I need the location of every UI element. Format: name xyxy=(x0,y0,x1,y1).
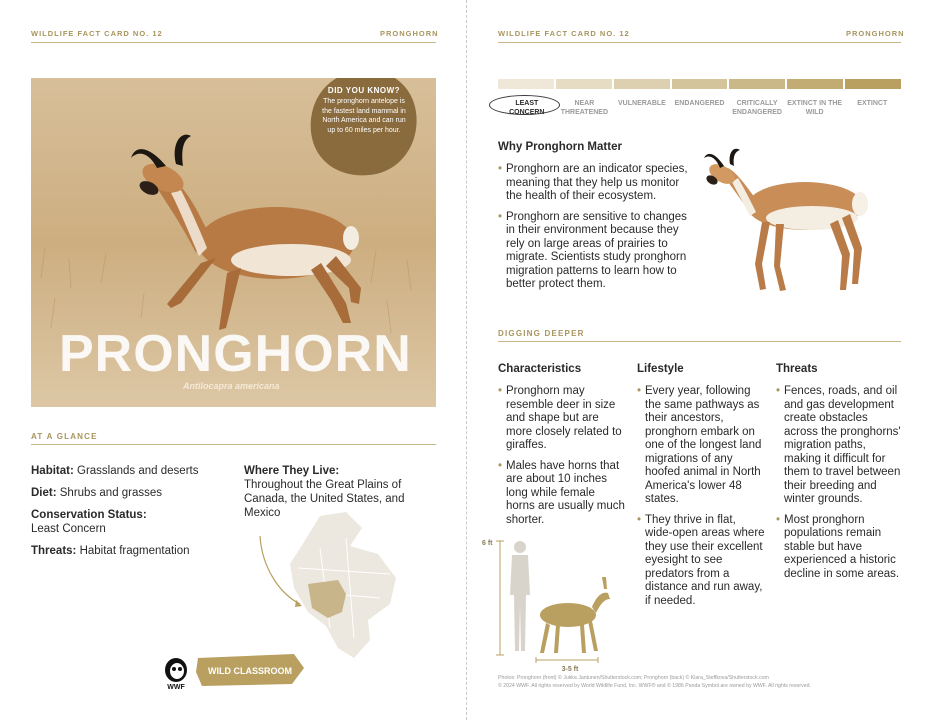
status-segment-label: ENDANGERED xyxy=(674,100,725,107)
characteristics-bullet: • Males have horns that are about 10 inches long while female horns are usually much shorter. xyxy=(498,460,626,528)
status-segment xyxy=(787,79,843,89)
threats-label: Threats: xyxy=(31,545,77,557)
header-rule xyxy=(31,42,436,43)
conservation-status-scale xyxy=(498,79,901,89)
status-segment-label: CRITICALLY ENDANGERED xyxy=(732,100,782,116)
status-segment-label: NEAR THREATENED xyxy=(560,100,609,116)
header-card-number-right: WILDLIFE FACT CARD NO. 12 xyxy=(498,29,630,38)
digging-deeper-rule xyxy=(498,341,901,342)
least-concern-marker xyxy=(489,95,560,115)
status-segment-label: EXTINCT IN THE WILD xyxy=(787,100,843,116)
at-a-glance-rule xyxy=(31,444,436,445)
status-segment xyxy=(614,79,670,89)
wwf-panda-logo xyxy=(162,656,190,690)
lifestyle-title: Lifestyle xyxy=(637,363,684,375)
human-silhouette xyxy=(510,541,530,651)
status-segment xyxy=(845,79,901,89)
why-bullet: • Pronghorn are an indicator species, meaning that they help us monitor the health of their ecosystem. xyxy=(498,163,698,204)
height-scale-label: 6 ft xyxy=(482,540,493,547)
threats-bullet: • Fences, roads, and oil and gas development create obstacles across the pronghorns' migration paths, making it difficult for them to travel between their breeding and winter grounds. xyxy=(776,385,904,507)
hero-animal-name: PRONGHORN xyxy=(59,325,412,383)
characteristics-title: Characteristics xyxy=(498,363,582,375)
did-you-know-title: DID YOU KNOW? xyxy=(327,86,401,95)
why-list xyxy=(498,163,698,299)
pronghorn-cutout-photo xyxy=(700,144,875,296)
header-animal-name: PRONGHORN xyxy=(380,29,439,38)
status-segment xyxy=(672,79,728,89)
threats-value: Habitat fragmentation xyxy=(79,545,190,557)
where-label: Where They Live: xyxy=(244,465,340,477)
lifestyle-bullet: • They thrive in flat, wide-open areas where they use their excellent eyesight to see predators from a distance and run away, if needed. xyxy=(637,514,765,609)
habitat-value: Grasslands and deserts xyxy=(77,465,199,477)
header-card-number: WILDLIFE FACT CARD NO. 12 xyxy=(31,29,163,38)
status-label: Conservation Status: xyxy=(31,509,147,521)
why-bullet: • Pronghorn are sensitive to changes in their environment because they rely on large areas of prairies to migrate. Scientists study pronghorn migration patterns to learn how to better protect them. xyxy=(498,211,698,292)
why-title: Why Pronghorn Matter xyxy=(498,141,622,153)
lifestyle-bullet: • Every year, following the same pathways as their ancestors, pronghorn embark on one of the longest land migrations of any hoofed animal in North America's lower 48 states. xyxy=(637,385,765,507)
status-segment-label: EXTINCT xyxy=(857,100,888,107)
status-segment xyxy=(498,79,554,89)
scientific-name: Antilocapra americana xyxy=(183,381,280,391)
hero-photo xyxy=(31,78,436,407)
characteristics-bullet: • Pronghorn may resemble deer in size and shape but are more closely related to giraffes. xyxy=(498,385,626,453)
status-segment xyxy=(729,79,785,89)
where-value: Throughout the Great Plains of Canada, the United States, and Mexico xyxy=(244,479,405,519)
status-value: Least Concern xyxy=(31,523,106,535)
header-rule-right xyxy=(498,42,901,43)
credits-line-1: Photos: Pronghorn (front) © Jukka Jantunen/Shutterstock.com; Pronghorn (back) © Klara_Steffkova/Shutterstock.com xyxy=(498,675,769,681)
habitat-fact xyxy=(31,464,241,478)
threats-fact xyxy=(31,544,241,558)
range-map-icon xyxy=(250,508,410,668)
did-you-know-text: The pronghorn antelope is the fastest land mammal in North America and can run up to 60 miles per hour. xyxy=(322,98,406,134)
habitat-label: Habitat: xyxy=(31,465,74,477)
status-segment-label: VULNERABLE xyxy=(618,100,666,107)
threats-list xyxy=(776,385,904,588)
threats-title: Threats xyxy=(776,363,818,375)
credits-line-2: © 2024 WWF. All rights reserved by World Wildlife Fund, Inc. WWF® and © 1986 Panda Symbol are owned by WWF. All rights reserved. xyxy=(498,682,811,689)
pronghorn-silhouette xyxy=(540,577,610,653)
diet-fact xyxy=(31,486,241,500)
digging-deeper-label: DIGGING DEEPER xyxy=(498,329,585,338)
characteristics-list xyxy=(498,385,626,534)
wild-classroom-text: WILD CLASSROOM xyxy=(208,666,292,676)
header-animal-name-right: PRONGHORN xyxy=(846,29,905,38)
wild-classroom-logo xyxy=(194,650,306,688)
status-fact xyxy=(31,508,241,536)
did-you-know xyxy=(319,86,409,135)
lifestyle-list xyxy=(637,385,765,615)
length-scale-label: 3-5 ft xyxy=(561,666,579,673)
size-comparison-graphic xyxy=(480,533,630,675)
threats-bullet: • Most pronghorn populations remain stable but have experienced a historic decline in some areas. xyxy=(776,514,904,582)
page-divider xyxy=(466,0,467,720)
at-a-glance-label: AT A GLANCE xyxy=(31,432,98,441)
diet-value: Shrubs and grasses xyxy=(59,487,163,499)
status-segment-label: LEAST CONCERN xyxy=(509,100,545,116)
photo-credits xyxy=(498,675,898,690)
status-segment xyxy=(556,79,612,89)
diet-label: Diet: xyxy=(31,487,57,499)
wwf-text: WWF xyxy=(167,684,185,690)
